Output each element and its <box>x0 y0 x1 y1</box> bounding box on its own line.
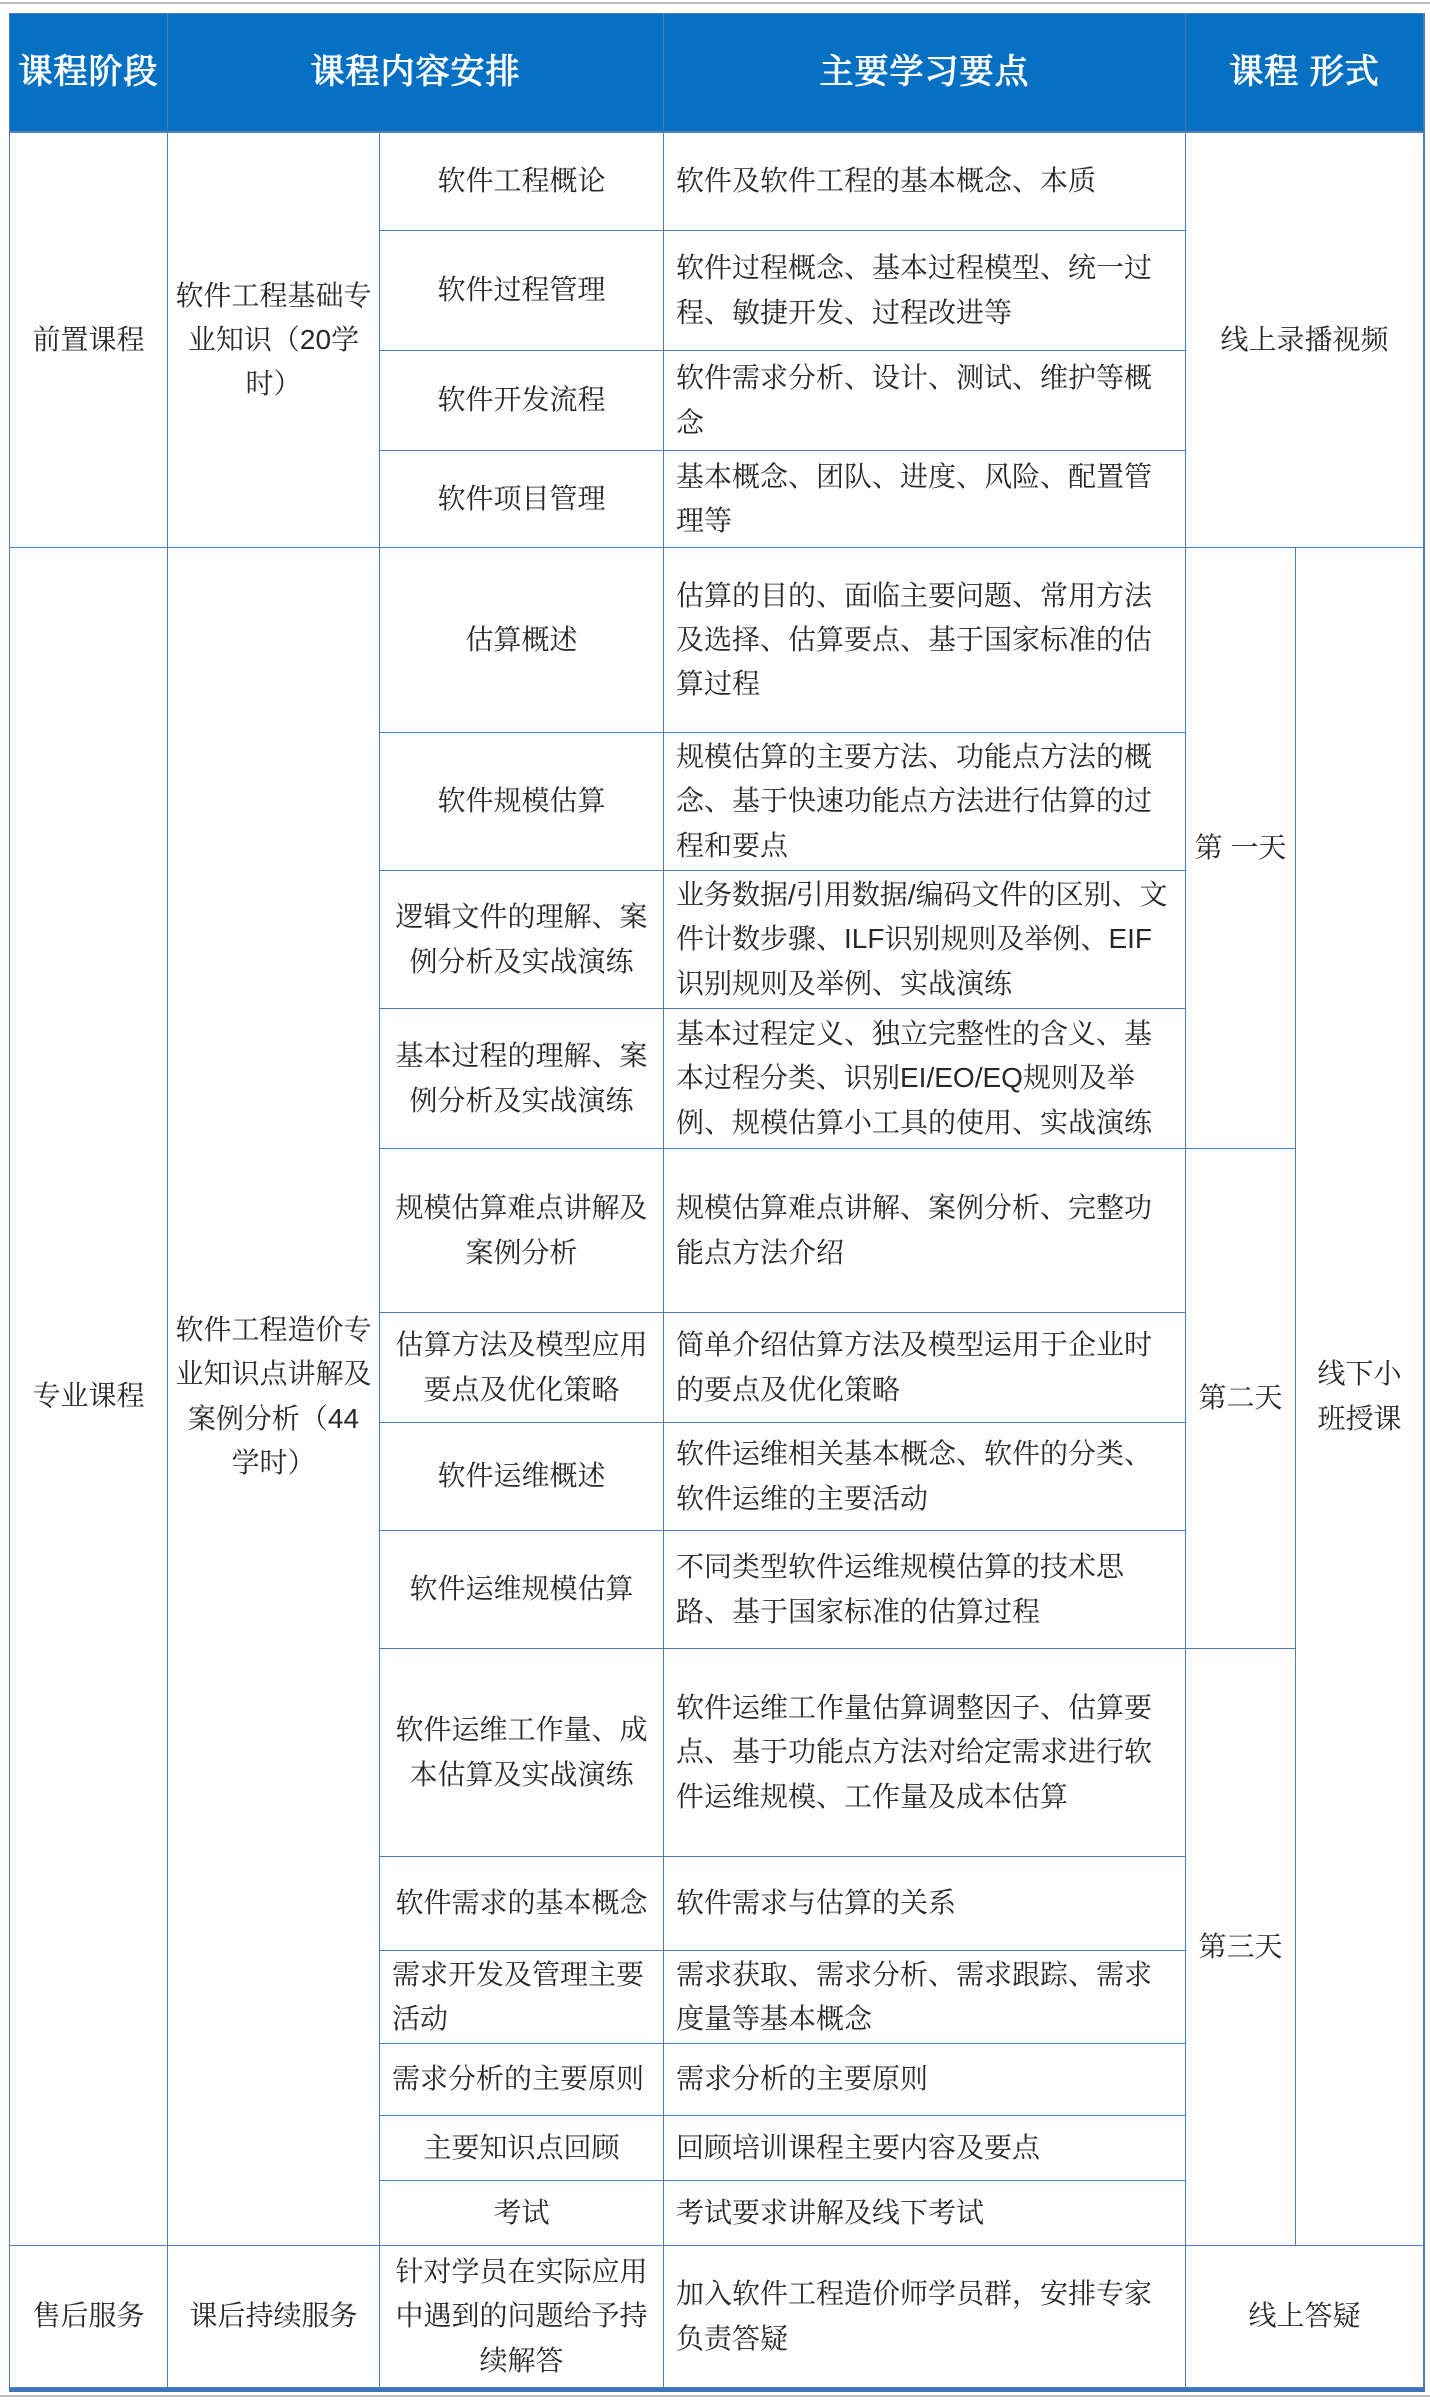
topic-cell: 需求分析的主要原则 <box>380 2044 664 2116</box>
points-cell: 不同类型软件运维规模估算的技术思路、基于国家标准的估算过程 <box>664 1531 1186 1649</box>
day-cell-day2: 第二天 <box>1186 1149 1296 1649</box>
points-cell: 需求获取、需求分析、需求跟踪、需求度量等基本概念 <box>664 1951 1186 2044</box>
topic-cell: 估算方法及模型应用要点及优化策略 <box>380 1313 664 1423</box>
topic-cell: 软件运维规模估算 <box>380 1531 664 1649</box>
module-cell-professional-course: 软件工程造价专业知识点讲解及案例分析（44学时） <box>168 548 380 2246</box>
points-cell: 基本概念、团队、进度、风险、配置管理等 <box>664 451 1186 548</box>
header-cell-points: 主要学习要点 <box>664 14 1186 133</box>
points-cell: 基本过程定义、独立完整性的含义、基本过程分类、识别EI/EO/EQ规则及举例、规模估算小工具的使用、实战演练 <box>664 1009 1186 1149</box>
points-cell: 加入软件工程造价师学员群，安排专家负责答疑 <box>664 2246 1186 2388</box>
header-cell-stage: 课程阶段 <box>10 14 168 133</box>
topic-cell: 软件过程管理 <box>380 231 664 351</box>
points-cell: 简单介绍估算方法及模型运用于企业时的要点及优化策略 <box>664 1313 1186 1423</box>
topic-cell: 逻辑文件的理解、案例分析及实战演练 <box>380 871 664 1009</box>
stage-cell-professional-course: 专业课程 <box>10 548 168 2246</box>
points-cell: 估算的目的、面临主要问题、常用方法及选择、估算要点、基于国家标准的估算过程 <box>664 548 1186 733</box>
topic-cell: 针对学员在实际应用中遇到的问题给予持续解答 <box>380 2246 664 2388</box>
topic-cell: 软件项目管理 <box>380 451 664 548</box>
points-cell: 软件运维工作量估算调整因子、估算要点、基于功能点方法对给定需求进行软件运维规模、工作量及成本估算 <box>664 1649 1186 1857</box>
header-cell-content: 课程内容安排 <box>168 14 664 133</box>
stage-cell-pre-course: 前置课程 <box>10 133 168 548</box>
topic-cell: 主要知识点回顾 <box>380 2116 664 2181</box>
topic-cell: 软件规模估算 <box>380 733 664 871</box>
topic-cell: 规模估算难点讲解及案例分析 <box>380 1149 664 1313</box>
points-cell: 业务数据/引用数据/编码文件的区别、文件计数步骤、ILF识别规则及举例、EIF识别规则及举例、实战演练 <box>664 871 1186 1009</box>
page-rule-top <box>0 2 1430 4</box>
topic-cell: 需求开发及管理主要活动 <box>380 1951 664 2044</box>
topic-cell: 软件工程概论 <box>380 133 664 231</box>
points-cell: 软件需求分析、设计、测试、维护等概念 <box>664 351 1186 451</box>
topic-cell: 软件运维概述 <box>380 1423 664 1531</box>
topic-cell: 基本过程的理解、案例分析及实战演练 <box>380 1009 664 1149</box>
topic-cell: 考试 <box>380 2181 664 2246</box>
course-schedule-table <box>9 13 1425 2392</box>
page-rule-bottom <box>0 2395 1430 2397</box>
points-cell: 软件及软件工程的基本概念、本质 <box>664 133 1186 231</box>
points-cell: 需求分析的主要原则 <box>664 2044 1186 2116</box>
module-cell-after-sales: 课后持续服务 <box>168 2246 380 2388</box>
day-cell-day3: 第三天 <box>1186 1649 1296 2246</box>
header-cell-form: 课程 形式 <box>1186 14 1424 133</box>
points-cell: 软件过程概念、基本过程模型、统一过程、敏捷开发、过程改进等 <box>664 231 1186 351</box>
module-cell-pre-course: 软件工程基础专业知识（20学时） <box>168 133 380 548</box>
points-cell: 软件运维相关基本概念、软件的分类、软件运维的主要活动 <box>664 1423 1186 1531</box>
topic-cell: 软件需求的基本概念 <box>380 1857 664 1951</box>
points-cell: 软件需求与估算的关系 <box>664 1857 1186 1951</box>
day-cell-day1: 第 一天 <box>1186 548 1296 1149</box>
topic-cell: 软件开发流程 <box>380 351 664 451</box>
points-cell: 规模估算的主要方法、功能点方法的概念、基于快速功能点方法进行估算的过程和要点 <box>664 733 1186 871</box>
form-cell-online-qa: 线上答疑 <box>1186 2246 1424 2388</box>
points-cell: 回顾培训课程主要内容及要点 <box>664 2116 1186 2181</box>
form-cell-offline-class: 线下小班授课 <box>1296 548 1424 2246</box>
form-cell-online-video: 线上录播视频 <box>1186 133 1424 548</box>
points-cell: 规模估算难点讲解、案例分析、完整功能点方法介绍 <box>664 1149 1186 1313</box>
topic-cell: 估算概述 <box>380 548 664 733</box>
topic-cell: 软件运维工作量、成本估算及实战演练 <box>380 1649 664 1857</box>
points-cell: 考试要求讲解及线下考试 <box>664 2181 1186 2246</box>
stage-cell-after-sales: 售后服务 <box>10 2246 168 2388</box>
